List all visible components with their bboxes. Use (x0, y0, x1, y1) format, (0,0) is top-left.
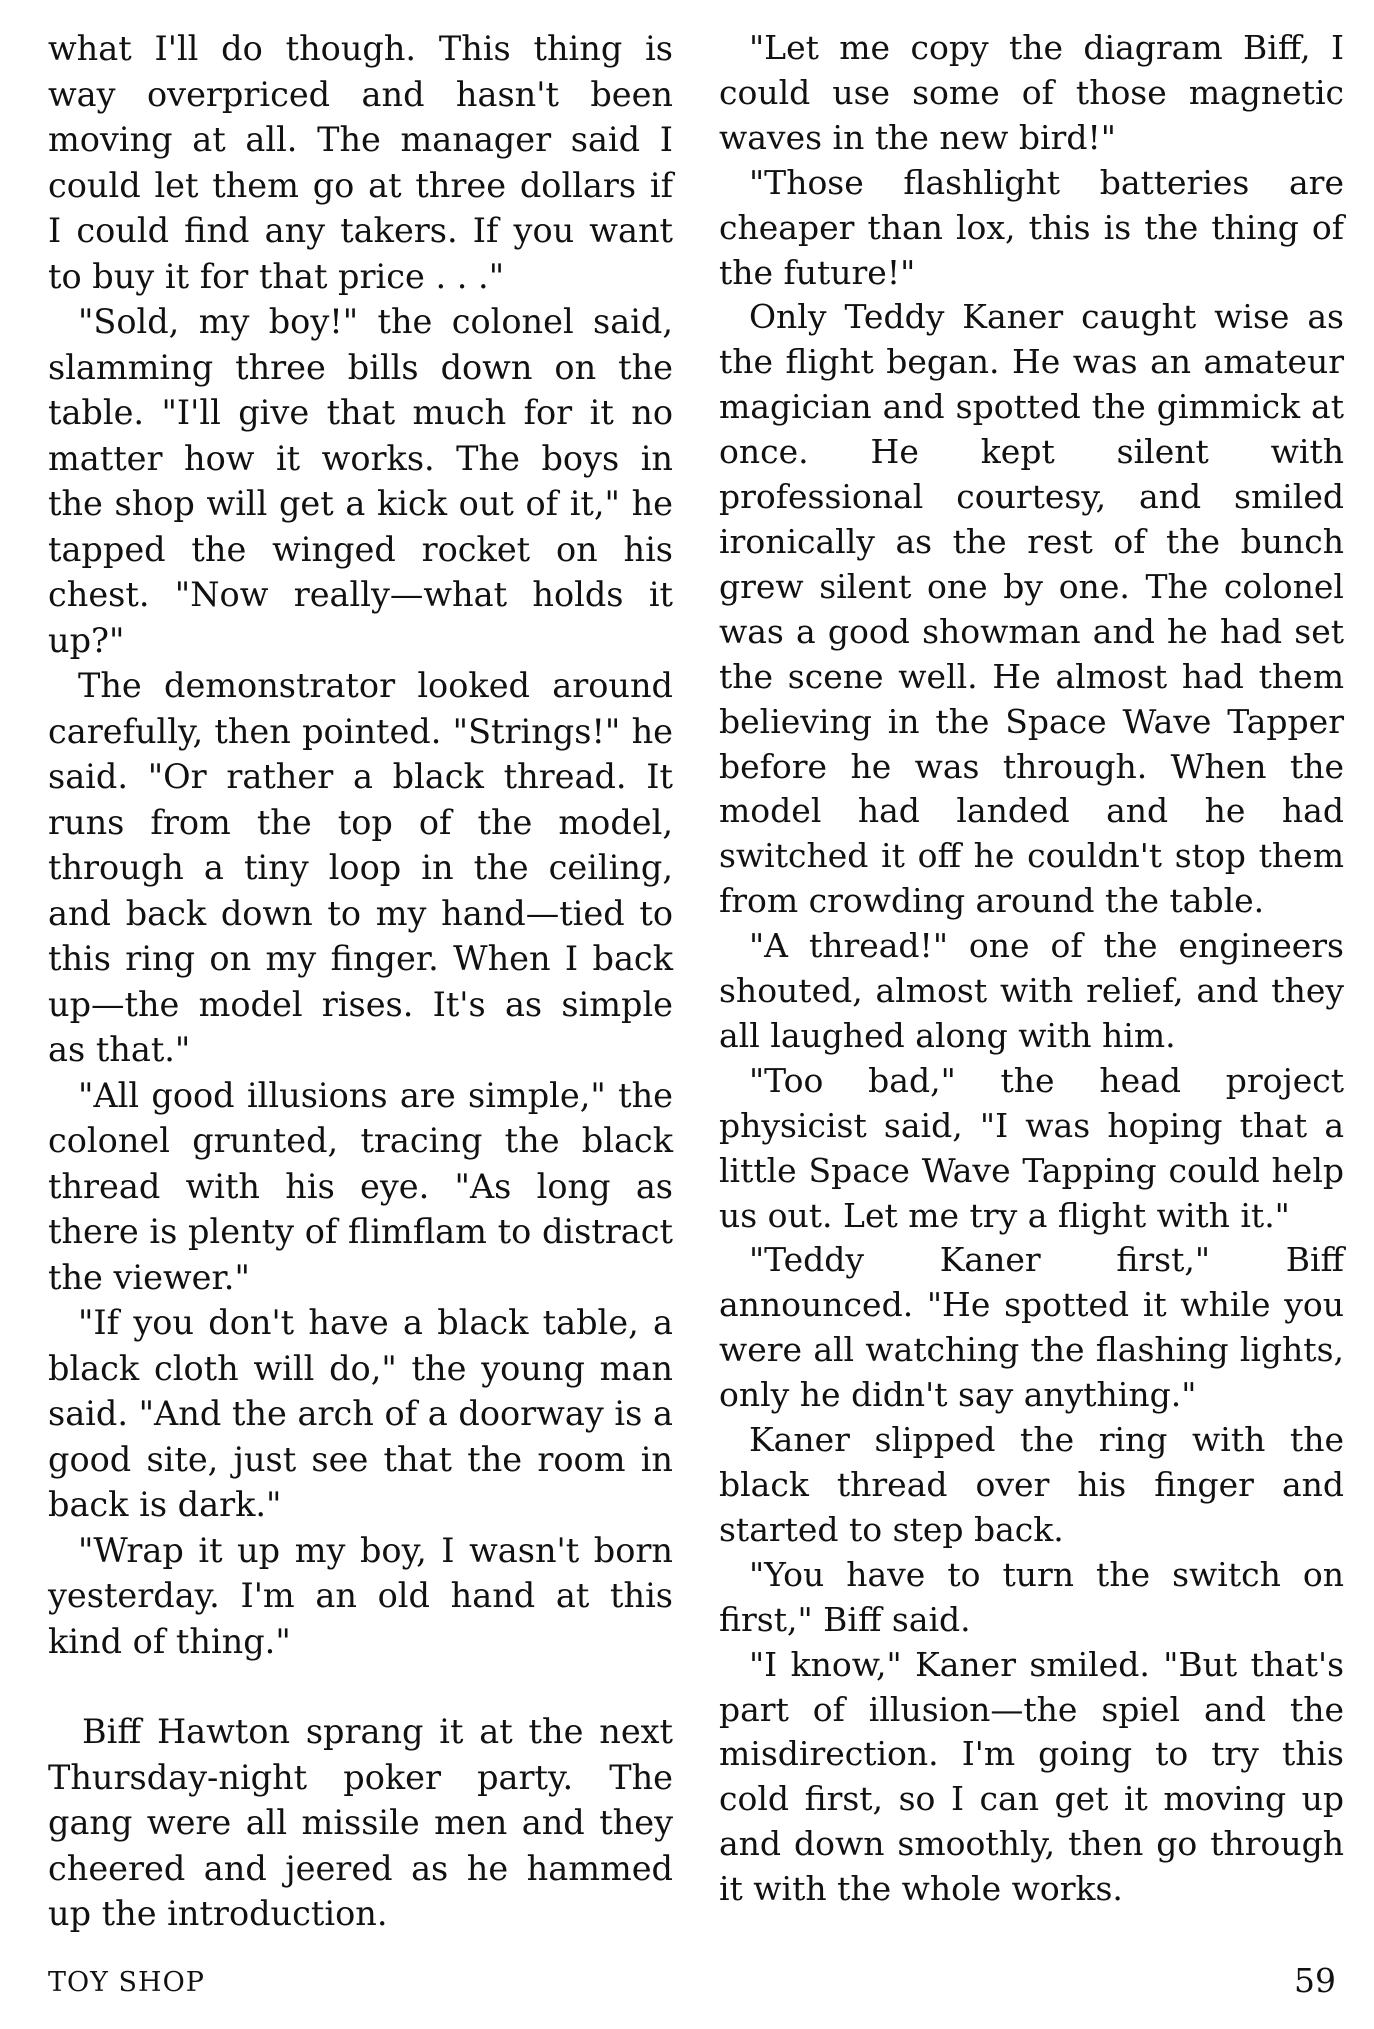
paragraph: Only Teddy Kaner caught wise as the flight began. He was an amateur magician and spotted the gimmick at once. He kept silent with professional courtesy, and smiled ironically as the rest of the bunch grew silent one by one. The colonel was a good showman and he had set the scene well. He almost had them believing in the Space Wave Tapper before he was through. When the model had landed and he had switched it off he couldn't stop them from crowding around the table. (719, 297, 1344, 921)
paragraph: what I'll do though. This thing is way overpriced and hasn't been moving at all. The manager said I could let them go at three dollars if I could find any takers. If you want to buy it for that price . . ." (48, 29, 673, 296)
paragraph: "A thread!" one of the engineers shouted, almost with relief, and they all laughed along with him. (719, 926, 1344, 1055)
paragraph: "Teddy Kaner first," Biff announced. "He spotted it while you were all watching the flashing lights, only he didn't say anything." (719, 1240, 1344, 1415)
paragraph: "Sold, my boy!" the colonel said, slamming three bills down on the table. "I'll give that much for it no matter how it works. The boys in the shop will get a kick out of it," he tapped the winged rocket on his chest. "Now really—what holds it up?" (48, 302, 673, 660)
paragraph: "I know," Kaner smiled. "But that's part of illusion—the spiel and the misdirection. I'm going to try this cold first, so I can get it moving up and down smoothly, then go through it with the whole works. (719, 1644, 1344, 1909)
page-number: 59 (1294, 1961, 1336, 2000)
paragraph: The demonstrator looked around carefully, then pointed. "Strings!" he said. "Or rather a black thread. It runs from the top of the model, through a tiny loop in the ceiling, and back down to my hand—tied to this ring on my finger. When I back up—the model rises. It's as simple as that." (48, 666, 673, 1069)
paragraph: "Too bad," the head project physicist said, "I was hoping that a little Space Wave Tapping could help us out. Let me try a flight with it." (719, 1060, 1344, 1235)
paragraph: "You have to turn the switch on first," Biff said. (719, 1554, 1344, 1639)
paragraph: "If you don't have a black table, a black cloth will do," the young man said. "And the arch of a doorway is a good site, just see that the room in back is dark." (48, 1303, 673, 1524)
left-text-column (48, 26, 673, 1937)
paragraph: "Let me copy the diagram Biff, I could use some of those magnetic waves in the new bird!" (719, 28, 1344, 157)
paragraph-section-start: Biff Hawton sprang it at the next Thursday-night poker party. The gang were all missile men and they cheered and jeered as he hammed up the introduction. (48, 1712, 673, 1933)
paragraph: "All good illusions are simple," the colonel grunted, tracing the black thread with his eye. "As long as there is plenty of flimflam to distract the viewer." (48, 1075, 673, 1297)
right-text-column (719, 26, 1344, 1912)
running-title: TOY SHOP (48, 1967, 205, 1998)
paragraph: Kaner slipped the ring with the black thread over his finger and started to step back. (719, 1420, 1344, 1549)
paragraph: "Wrap it up my boy, I wasn't born yesterday. I'm an old hand at this kind of thing." (48, 1530, 673, 1661)
paragraph: "Those flashlight batteries are cheaper than lox, this is the thing of the future!" (719, 162, 1344, 292)
